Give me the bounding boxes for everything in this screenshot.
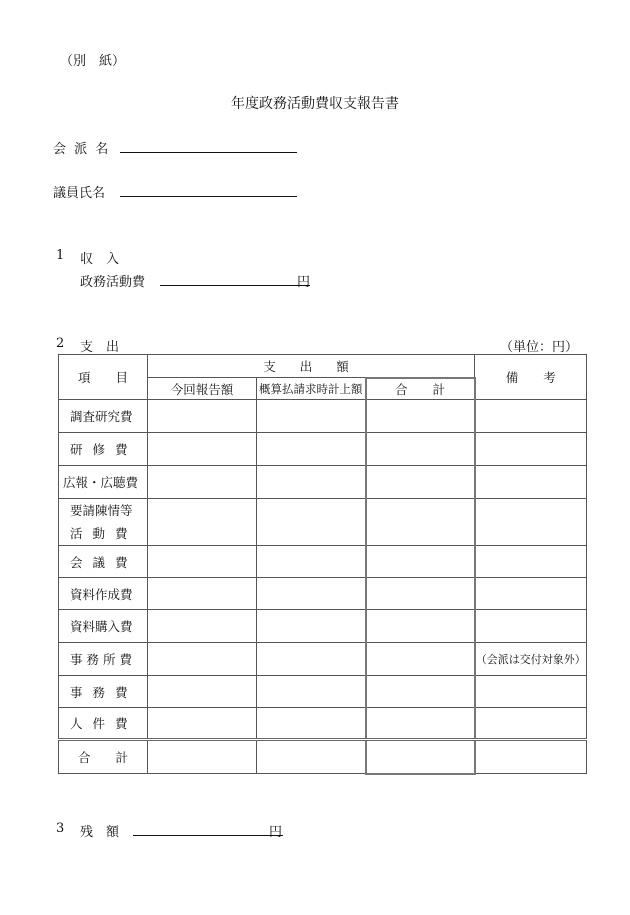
header-total: 合 計 [366, 378, 475, 400]
total-grand[interactable] [366, 740, 475, 774]
member-label: 議員氏名 [53, 186, 106, 201]
cell-total[interactable] [366, 433, 475, 466]
cell-total[interactable] [366, 578, 475, 610]
cell-current[interactable] [148, 643, 257, 676]
cell-advance[interactable] [257, 466, 366, 499]
total-row-label: 合 計 [59, 740, 148, 774]
expenditure-table [58, 354, 587, 775]
total-remarks[interactable] [475, 740, 587, 774]
header-remarks: 備 考 [475, 355, 587, 400]
cell-current[interactable] [148, 499, 257, 546]
header-current-report: 今回報告額 [148, 378, 257, 400]
cell-remarks[interactable] [475, 499, 587, 546]
table-row [59, 643, 587, 676]
table-row [59, 676, 587, 708]
cell-current[interactable] [148, 578, 257, 610]
table-row [59, 546, 587, 578]
cell-advance[interactable] [257, 676, 366, 708]
cell-total[interactable] [366, 400, 475, 433]
cell-total[interactable] [366, 610, 475, 643]
cell-remarks[interactable] [475, 546, 587, 578]
cell-total[interactable] [366, 499, 475, 546]
cell-advance[interactable] [257, 499, 366, 546]
balance-amount-field[interactable] [133, 835, 283, 836]
income-item-label: 政務活動費 [80, 275, 146, 290]
faction-name-field[interactable] [120, 152, 297, 153]
table-row [59, 400, 587, 433]
row-label: 資料作成費 [59, 578, 148, 610]
cell-current[interactable] [148, 676, 257, 708]
row-label: 資料購入費 [59, 610, 148, 643]
table-row [59, 578, 587, 610]
cell-remarks[interactable]: （会派は交付対象外） [475, 643, 587, 676]
cell-total[interactable] [366, 676, 475, 708]
cell-advance[interactable] [257, 400, 366, 433]
income-heading-number: 1 [56, 248, 65, 263]
faction-label: 会 派 名 [53, 142, 111, 157]
balance-unit: 円 [269, 825, 283, 840]
cell-total[interactable] [366, 546, 475, 578]
cell-advance[interactable] [257, 578, 366, 610]
header-amount-group: 支 出 額 [148, 355, 475, 378]
income-amount-field[interactable] [160, 285, 310, 286]
cell-current[interactable] [148, 546, 257, 578]
table-row [59, 499, 587, 546]
page-title: 年度政務活動費収支報告書 [231, 96, 399, 112]
row-label: 広報・広聴費 [59, 466, 148, 499]
row-label-line2: 活動費 [70, 526, 138, 541]
table-row [59, 708, 587, 740]
cell-advance[interactable] [257, 433, 366, 466]
row-label: 事務費 [59, 676, 148, 708]
row-label: 人件費 [59, 708, 148, 740]
table-total-row [59, 740, 587, 774]
income-heading: 収 入 [80, 252, 120, 267]
table-row [59, 610, 587, 643]
expenditure-heading: 支 出 [80, 340, 120, 355]
member-name-field[interactable] [120, 196, 297, 197]
cell-advance[interactable] [257, 610, 366, 643]
cell-total[interactable] [366, 643, 475, 676]
cell-advance[interactable] [257, 708, 366, 740]
cell-advance[interactable] [257, 643, 366, 676]
cell-current[interactable] [148, 433, 257, 466]
unit-note: （単位：円） [500, 340, 579, 355]
table-row [59, 433, 587, 466]
header-advance-amount: 概算払請求時計上額 [257, 378, 366, 400]
expenditure-heading-number: 2 [56, 336, 65, 351]
cell-total[interactable] [366, 466, 475, 499]
header-item: 項 目 [59, 355, 148, 400]
attachment-label: （別 紙） [60, 54, 126, 69]
cell-remarks[interactable] [475, 400, 587, 433]
cell-current[interactable] [148, 466, 257, 499]
row-label: 調査研究費 [59, 400, 148, 433]
cell-remarks[interactable] [475, 676, 587, 708]
cell-remarks[interactable] [475, 433, 587, 466]
income-unit: 円 [297, 275, 311, 290]
row-label: 研修費 [59, 433, 148, 466]
row-label: 要請陳情等 [70, 503, 133, 518]
cell-current[interactable] [148, 610, 257, 643]
cell-remarks[interactable] [475, 708, 587, 740]
cell-remarks[interactable] [475, 578, 587, 610]
total-advance[interactable] [257, 740, 366, 774]
cell-current[interactable] [148, 708, 257, 740]
total-current[interactable] [148, 740, 257, 774]
table-header-row [59, 355, 587, 378]
table-row [59, 466, 587, 499]
cell-total[interactable] [366, 708, 475, 740]
cell-current[interactable] [148, 400, 257, 433]
row-label: 事務所費 [59, 643, 148, 676]
row-label-multiline [59, 499, 148, 546]
balance-heading-number: 3 [56, 821, 65, 836]
cell-advance[interactable] [257, 546, 366, 578]
cell-remarks[interactable] [475, 466, 587, 499]
cell-remarks[interactable] [475, 610, 587, 643]
row-label: 会議費 [59, 546, 148, 578]
balance-heading: 残 額 [80, 825, 120, 840]
